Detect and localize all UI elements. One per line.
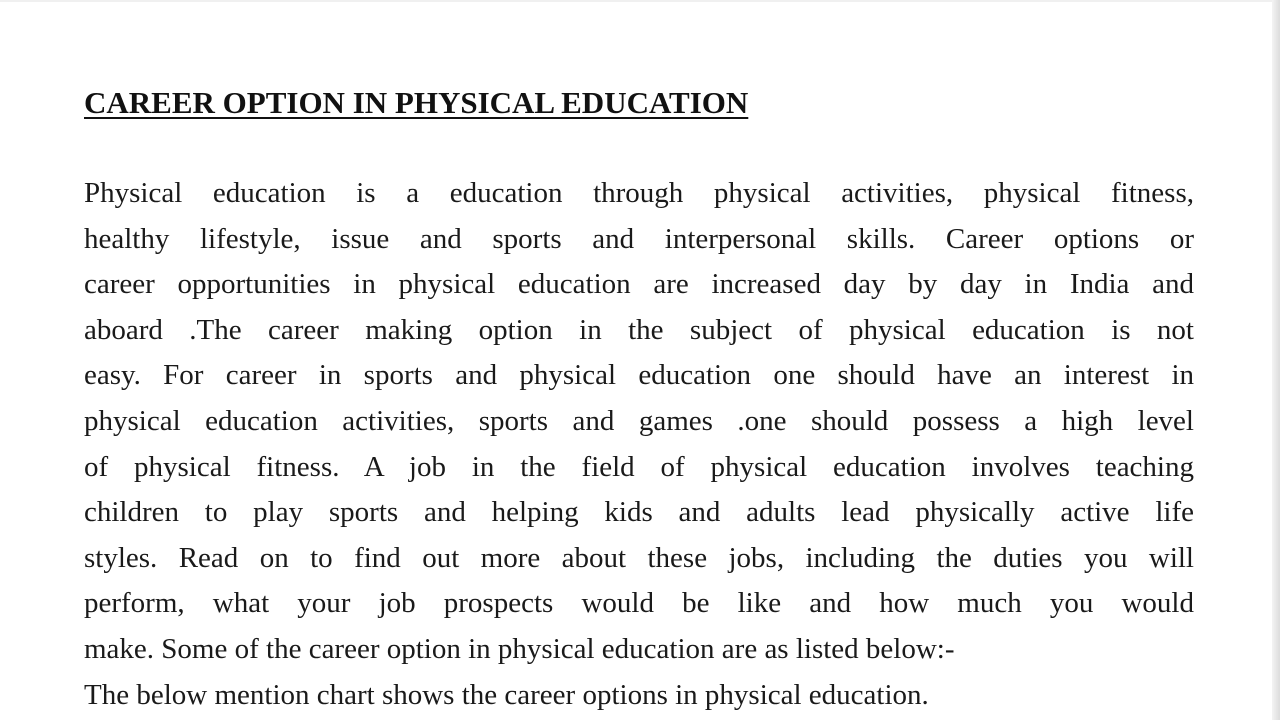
paragraph-line: aboard .The career making option in the subject of physical education is not: [84, 313, 1194, 346]
document-paragraph: [84, 171, 1194, 718]
paragraph-line: children to play sports and helping kids and adults lead physically active life: [84, 496, 1194, 529]
paragraph-line: styles. Read on to find out more about these jobs, including the duties you will: [84, 541, 1194, 574]
page-right-edge: [1272, 0, 1280, 720]
paragraph-line: healthy lifestyle, issue and sports and interpersonal skills. Career options or: [84, 222, 1194, 255]
paragraph-line: make. Some of the career option in physical education are as listed below:-: [84, 632, 955, 665]
paragraph-line: physical education activities, sports and games .one should possess a high level: [84, 404, 1194, 437]
paragraph-line: easy. For career in sports and physical education one should have an interest in: [84, 359, 1194, 392]
paragraph-line: Physical education is a education through physical activities, physical fitness,: [84, 177, 1194, 209]
document-title: CAREER OPTION IN PHYSICAL EDUCATION: [84, 85, 749, 120]
paragraph-line: career opportunities in physical education are increased day by day in India and: [84, 268, 1194, 301]
paragraph-line: perform, what your job prospects would be like and how much you would: [84, 587, 1194, 620]
closing-line: The below mention chart shows the career options in physical education.: [84, 678, 929, 711]
page-top-edge: [0, 0, 1280, 2]
paragraph-line: of physical fitness. A job in the field of physical education involves teaching: [84, 450, 1194, 483]
